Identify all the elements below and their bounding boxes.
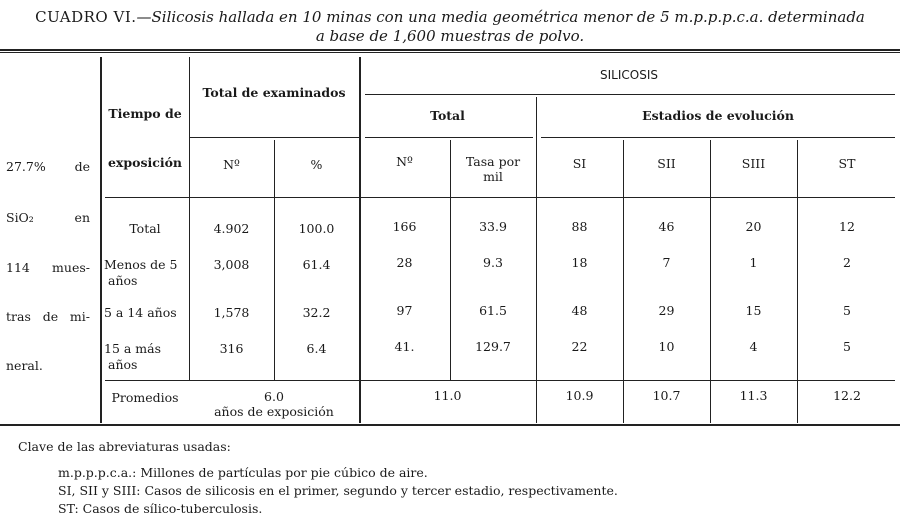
promedios-si: 10.9: [565, 388, 594, 403]
cell-sil-no: 166: [392, 219, 417, 234]
header-sil-no: Nº: [396, 154, 413, 169]
header-si: SI: [572, 156, 587, 171]
table-title-line1: [0, 8, 900, 27]
row-label: 5 a 14 años: [104, 305, 177, 320]
row-label: 15 a más: [104, 341, 162, 356]
table-caption-1: —Silicosis hallada en 10 minas con una media geométrica menor de 5 m.p.p.p.c.a. determinada: [136, 8, 865, 26]
footnote-stages: SI, SII y SIII: Casos de silicosis en el primer, segundo y tercer estadio, respectivamente.: [58, 483, 618, 498]
cell-tasa: 61.5: [479, 303, 507, 318]
promedios-siii: 11.3: [739, 388, 768, 403]
cell-siii: 20: [745, 219, 762, 234]
cell-pct: 6.4: [306, 341, 327, 356]
cell-si: 22: [571, 339, 588, 354]
footnote-heading: Clave de las abreviaturas usadas:: [18, 439, 231, 454]
header-total-examinados: Total de examinados: [202, 85, 346, 100]
cell-no: 4.902: [213, 221, 250, 236]
cell-siii: 4: [749, 339, 758, 354]
row-label: Menos de 5: [104, 257, 178, 272]
cell-st: 12: [839, 219, 855, 234]
promedios-value: 6.0: [264, 389, 284, 404]
header-sii: SII: [657, 156, 676, 171]
cell-sii: 29: [658, 303, 675, 318]
promedios-value-unit: años de exposición: [214, 404, 334, 419]
cell-no: 1,578: [213, 305, 250, 320]
header-tiempo: Tiempo de: [108, 106, 182, 121]
col-divider: [189, 57, 190, 380]
table-bottom-rule: [0, 424, 900, 426]
header-tasa: Tasa por: [465, 154, 521, 169]
row-label-2: años: [108, 357, 138, 372]
header-st: ST: [838, 156, 856, 171]
side-note-line: 114 mues-: [6, 260, 90, 275]
cell-sil-no: 97: [396, 303, 413, 318]
cell-st: 2: [843, 255, 851, 270]
promedios-rule: [105, 380, 895, 381]
cell-no: 3,008: [213, 257, 250, 272]
cell-pct: 32.2: [302, 305, 331, 320]
table-caption-2: a base de 1,600 muestras de polvo.: [315, 27, 585, 45]
header-rule: [541, 137, 895, 138]
cell-sii: 46: [658, 219, 675, 234]
header-rule: [189, 137, 359, 138]
table-label: CUADRO VI.: [35, 8, 137, 26]
cell-sil-no: 41.: [394, 339, 415, 354]
cell-tasa: 129.7: [475, 339, 511, 354]
promedios-label: Promedios: [111, 390, 179, 405]
header-estadios: Estadios de evolución: [642, 108, 794, 123]
side-note-line: SiO₂ en: [6, 210, 90, 225]
cell-tasa: 33.9: [479, 219, 507, 234]
table-top-rule: [0, 49, 900, 51]
header-bottom-rule: [105, 197, 895, 198]
cell-pct: 100.0: [298, 221, 335, 236]
header-rule: [365, 137, 533, 138]
row-label: Total: [129, 221, 161, 236]
cell-siii: 1: [749, 255, 758, 270]
footnote-st: ST: Casos de sílico-tuberculosis.: [58, 501, 263, 516]
cell-si: 18: [571, 255, 588, 270]
header-rule: [365, 94, 895, 95]
promedios-sii: 10.7: [652, 388, 681, 403]
cell-sii: 10: [658, 339, 675, 354]
promedios-st: 12.2: [833, 388, 861, 403]
side-note-line: 27.7% de: [6, 159, 90, 174]
header-siii: SIII: [741, 156, 766, 171]
cell-sil-no: 28: [396, 255, 413, 270]
cell-st: 5: [843, 303, 851, 318]
cell-si: 88: [571, 219, 588, 234]
cell-siii: 15: [745, 303, 762, 318]
cell-no: 316: [219, 341, 244, 356]
cell-sii: 7: [662, 255, 671, 270]
table-top-rule-inner: [0, 52, 900, 53]
header-exposicion: exposición: [107, 155, 183, 170]
side-note-line: tras de mi-: [6, 309, 90, 324]
header-silicosis: SILICOSIS: [600, 68, 658, 82]
cell-st: 5: [843, 339, 851, 354]
header-no: Nº: [223, 157, 240, 172]
side-note-line: neral.: [6, 358, 43, 373]
footnote-mpppca: m.p.p.p.c.a.: Millones de partículas por pie cúbico de aire.: [58, 465, 428, 480]
header-total: Total: [430, 108, 465, 123]
cell-pct: 61.4: [302, 257, 331, 272]
cell-tasa: 9.3: [483, 255, 503, 270]
promedios-total: 11.0: [433, 388, 462, 403]
header-pct: %: [310, 157, 323, 172]
header-tasa-mil: mil: [483, 169, 503, 184]
row-label-2: años: [108, 273, 138, 288]
cell-si: 48: [571, 303, 588, 318]
